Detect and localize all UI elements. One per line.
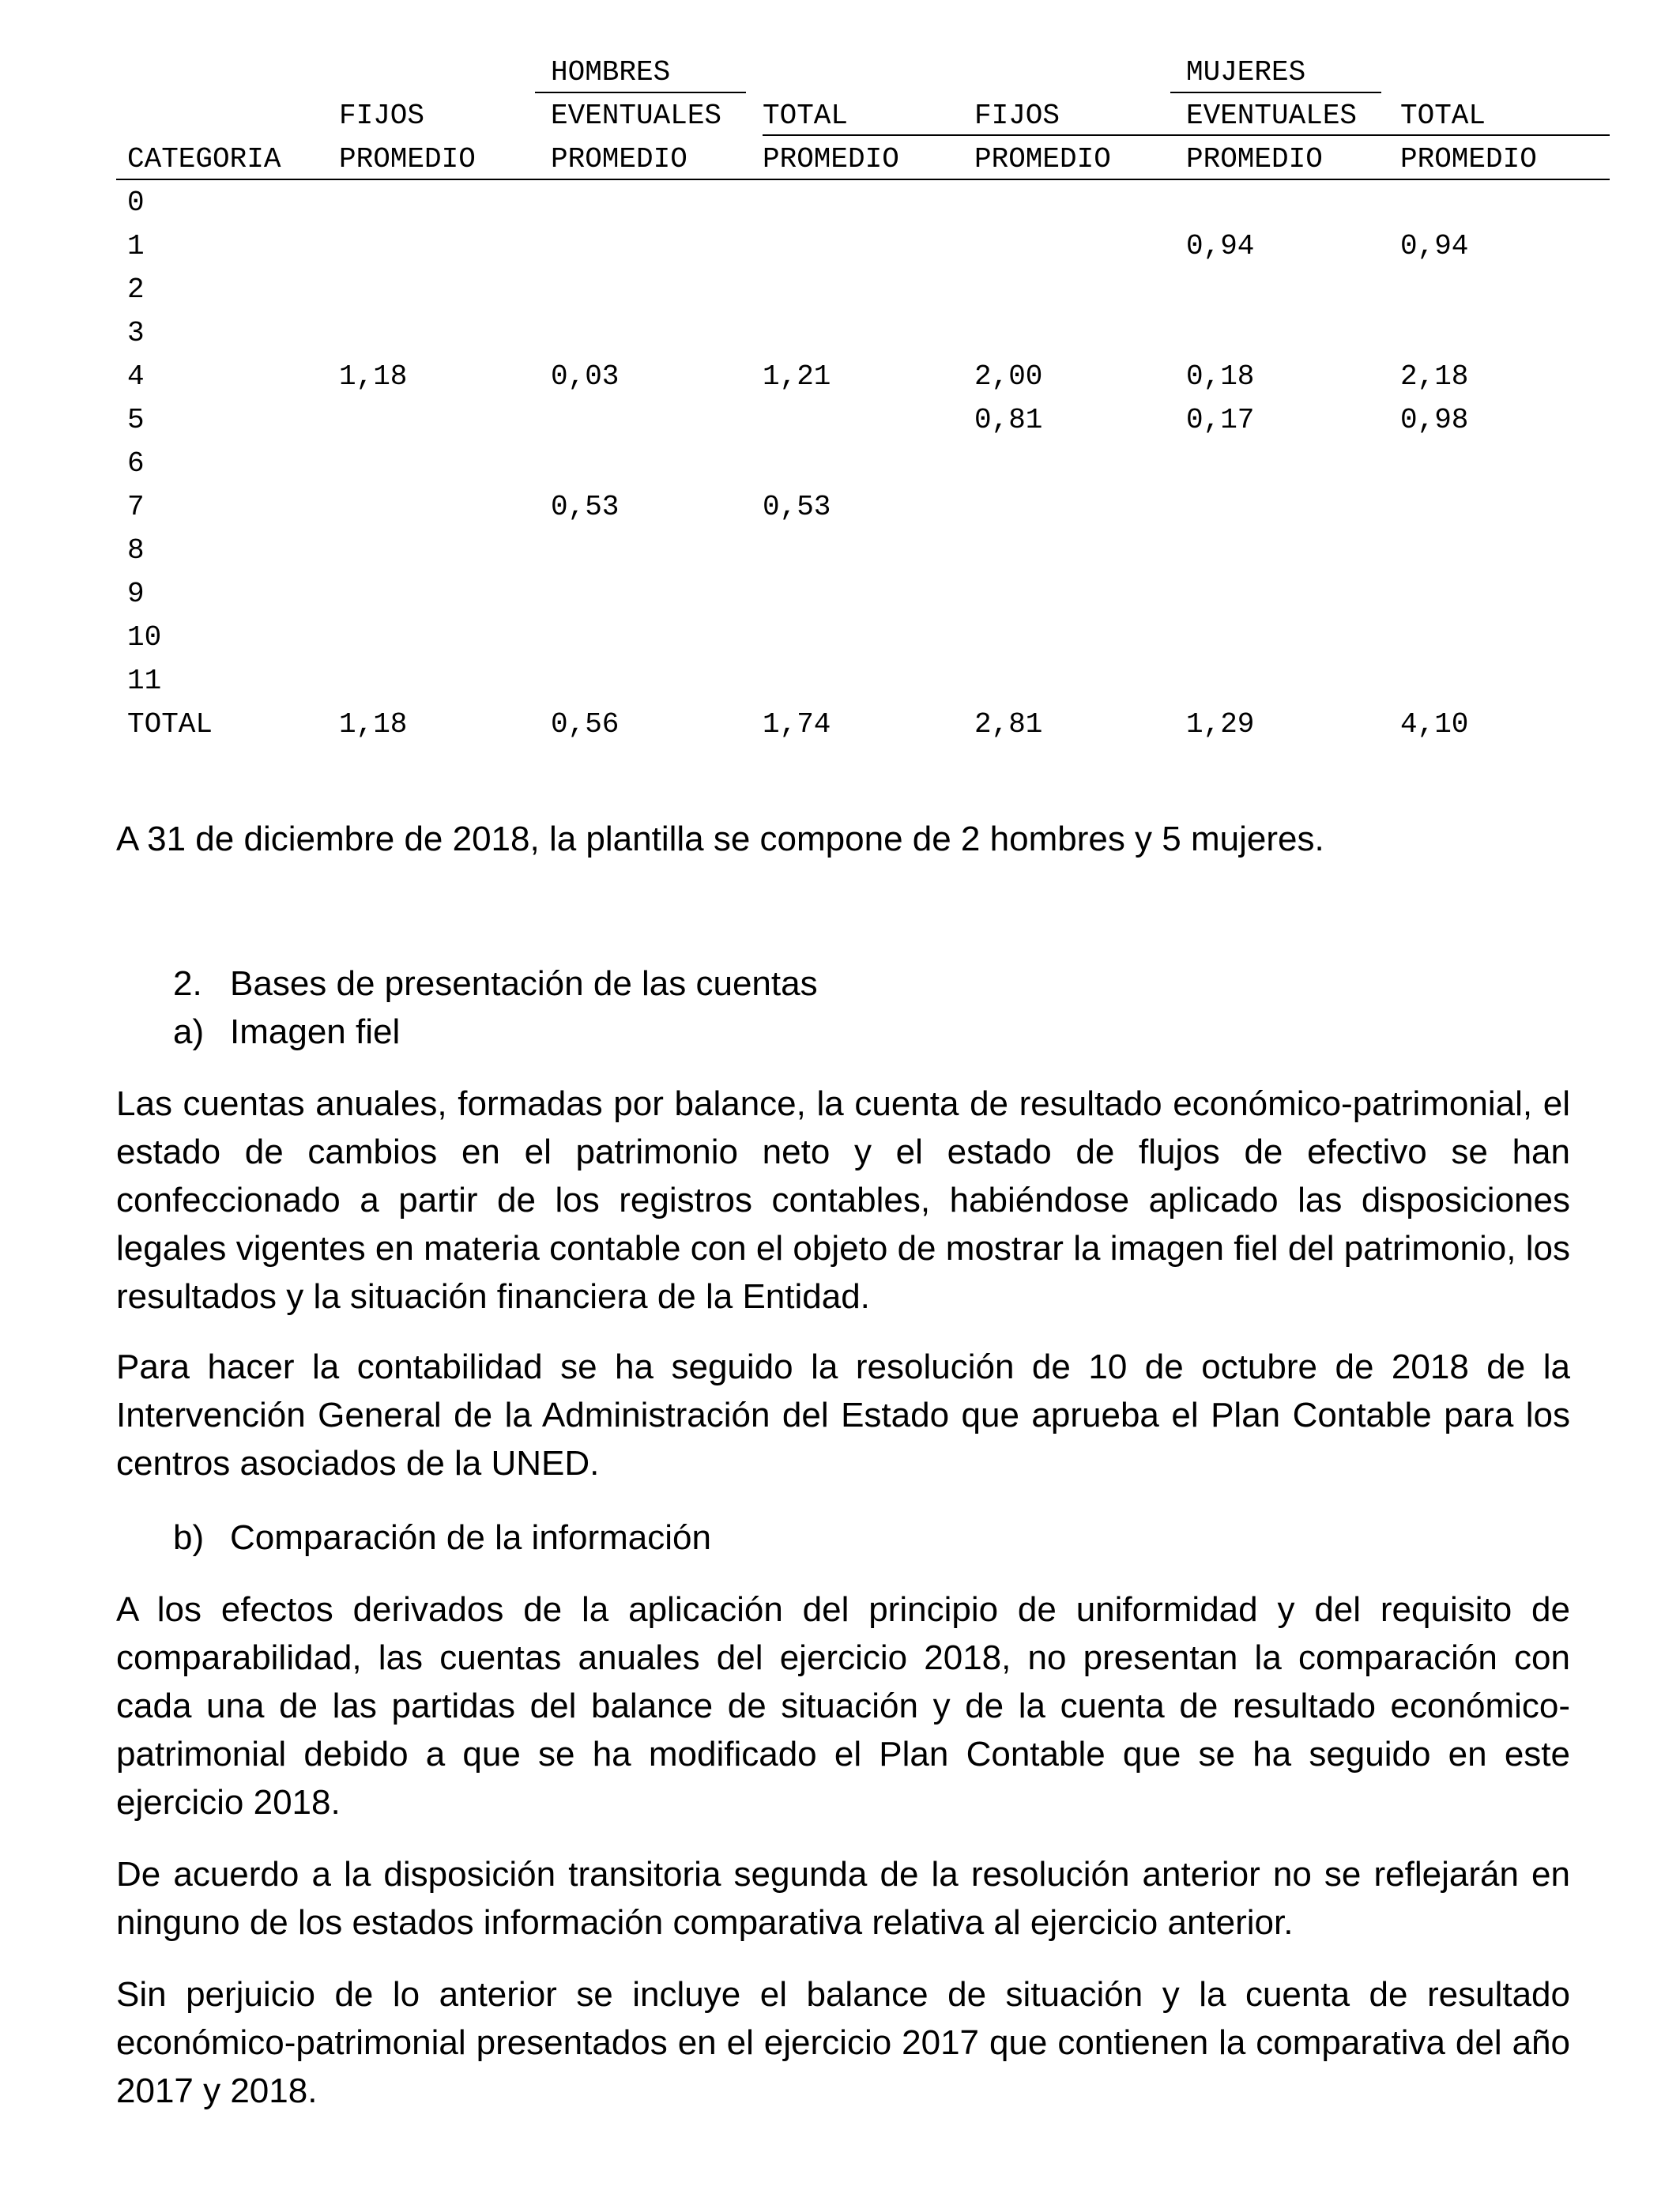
category-cell: 8 bbox=[127, 534, 145, 567]
table-row bbox=[116, 355, 1610, 398]
paragraph: Para hacer la contabilidad se ha seguido la resolución de 10 de octubre de 2018 de la Intervención General de la Administración del Estado que aprueba el Plan Contable para los centros asociados de la UNED. bbox=[116, 1348, 1570, 1483]
category-cell: 9 bbox=[127, 578, 145, 610]
paragraph: De acuerdo a la disposición transitoria segunda de la resolución anterior no se reflejarán en ninguno de los estados información comparativa relativa al ejercicio anterior. bbox=[116, 1855, 1570, 1942]
table-row bbox=[116, 485, 1610, 529]
value-cell: 2,00 bbox=[974, 360, 1043, 393]
category-cell: 4 bbox=[127, 360, 145, 393]
paragraph-block-a bbox=[116, 1080, 1570, 1487]
paragraph: Las cuentas anuales, formadas por balance, la cuenta de resultado económico-patrimonial, el estado de cambios en el patrimonio neto y el estado de flujos de efectivo se han confeccionado a partir de los registros contables, habiéndose aplicado las disposiciones legales vigentes en materia contable con el objeto de mostrar la imagen fiel del patrimonio, los resultados y la situación financiera de la Entidad. bbox=[116, 1084, 1570, 1316]
table-body bbox=[116, 181, 1610, 746]
staff-average-table bbox=[116, 51, 1610, 746]
header-cell: PROMEDIO bbox=[974, 143, 1111, 175]
value-cell: 0,53 bbox=[551, 491, 620, 523]
header-cell: TOTAL bbox=[763, 100, 849, 132]
value-cell: 0,56 bbox=[551, 708, 620, 741]
header-cell: PROMEDIO bbox=[1186, 143, 1323, 175]
category-cell: 7 bbox=[127, 491, 145, 523]
staff-note-text: A 31 de diciembre de 2018, la plantilla se compone de 2 hombres y 5 mujeres. bbox=[116, 820, 1324, 858]
header-cell: CATEGORIA bbox=[127, 143, 281, 175]
category-cell: TOTAL bbox=[127, 708, 213, 741]
subsection-letter: a) bbox=[173, 1012, 205, 1051]
value-cell: 1,18 bbox=[339, 708, 408, 741]
header-rule-top bbox=[763, 134, 1610, 136]
section-title: Bases de presentación de las cuentas bbox=[230, 964, 818, 1003]
table-row bbox=[116, 442, 1610, 485]
category-cell: 3 bbox=[127, 317, 145, 349]
value-cell: 0,53 bbox=[763, 491, 831, 523]
header-cell: FIJOS bbox=[974, 100, 1060, 132]
table-group-header-row bbox=[116, 51, 1610, 94]
header-cell: EVENTUALES bbox=[551, 100, 722, 132]
value-cell: 0,03 bbox=[551, 360, 620, 393]
category-cell: 5 bbox=[127, 404, 145, 436]
paragraph: A los efectos derivados de la aplicación del principio de uniformidad y del requisito de comparabilidad, las cuentas anuales del ejercicio 2018, no presentan la comparación con cada una de las partidas del balance de situación y de la cuenta de resultado económico-patrimonial debido a que se ha modificado el Plan Contable que se ha seguido en este ejercicio 2018. bbox=[116, 1590, 1570, 1822]
header-cell: FIJOS bbox=[339, 100, 425, 132]
value-cell: 4,10 bbox=[1400, 708, 1469, 741]
header-cell: PROMEDIO bbox=[763, 143, 899, 175]
category-cell: 2 bbox=[127, 273, 145, 306]
value-cell: 2,18 bbox=[1400, 360, 1469, 393]
value-cell: 0,94 bbox=[1400, 230, 1469, 262]
table-header-row-2 bbox=[116, 138, 1610, 181]
group-header-women: MUJERES bbox=[1186, 56, 1306, 89]
value-cell: 1,21 bbox=[763, 360, 831, 393]
table-row bbox=[116, 572, 1610, 616]
section-number: 2. bbox=[173, 964, 202, 1003]
header-rule-bottom bbox=[116, 179, 1610, 180]
value-cell: 0,17 bbox=[1186, 404, 1255, 436]
table-total-row bbox=[116, 703, 1610, 746]
category-cell: 6 bbox=[127, 447, 145, 480]
table-row bbox=[116, 181, 1610, 224]
table-row bbox=[116, 659, 1610, 703]
header-cell: EVENTUALES bbox=[1186, 100, 1358, 132]
subsection-title: Comparación de la información bbox=[230, 1518, 711, 1557]
value-cell: 1,74 bbox=[763, 708, 831, 741]
value-cell: 0,18 bbox=[1186, 360, 1255, 393]
table-row bbox=[116, 224, 1610, 268]
header-cell: TOTAL bbox=[1400, 100, 1486, 132]
group-header-men: HOMBRES bbox=[551, 56, 671, 89]
women-group-underline bbox=[1170, 92, 1381, 93]
category-cell: 10 bbox=[127, 621, 162, 654]
value-cell: 1,18 bbox=[339, 360, 408, 393]
value-cell: 1,29 bbox=[1186, 708, 1255, 741]
category-cell: 0 bbox=[127, 187, 145, 219]
table-row bbox=[116, 268, 1610, 311]
paragraph: Sin perjuicio de lo anterior se incluye el balance de situación y la cuenta de resultado económico-patrimonial presentados en el ejercicio 2017 que contienen la comparativa del año 2017 y 2018. bbox=[116, 1975, 1570, 2110]
subsection-title: Imagen fiel bbox=[230, 1012, 401, 1051]
header-cell: PROMEDIO bbox=[551, 143, 687, 175]
value-cell: 2,81 bbox=[974, 708, 1043, 741]
subsection-letter: b) bbox=[173, 1518, 205, 1557]
header-cell: PROMEDIO bbox=[339, 143, 476, 175]
category-cell: 11 bbox=[127, 665, 162, 697]
table-row bbox=[116, 398, 1610, 442]
table-row bbox=[116, 311, 1610, 355]
paragraph-block-b bbox=[116, 1585, 1570, 2115]
header-cell: PROMEDIO bbox=[1400, 143, 1537, 175]
value-cell: 0,81 bbox=[974, 404, 1043, 436]
value-cell: 0,94 bbox=[1186, 230, 1255, 262]
value-cell: 0,98 bbox=[1400, 404, 1469, 436]
category-cell: 1 bbox=[127, 230, 145, 262]
table-row bbox=[116, 529, 1610, 572]
men-group-underline bbox=[535, 92, 746, 93]
table-row bbox=[116, 616, 1610, 659]
staff-note bbox=[116, 815, 1570, 863]
table-header-row-1 bbox=[116, 94, 1610, 138]
